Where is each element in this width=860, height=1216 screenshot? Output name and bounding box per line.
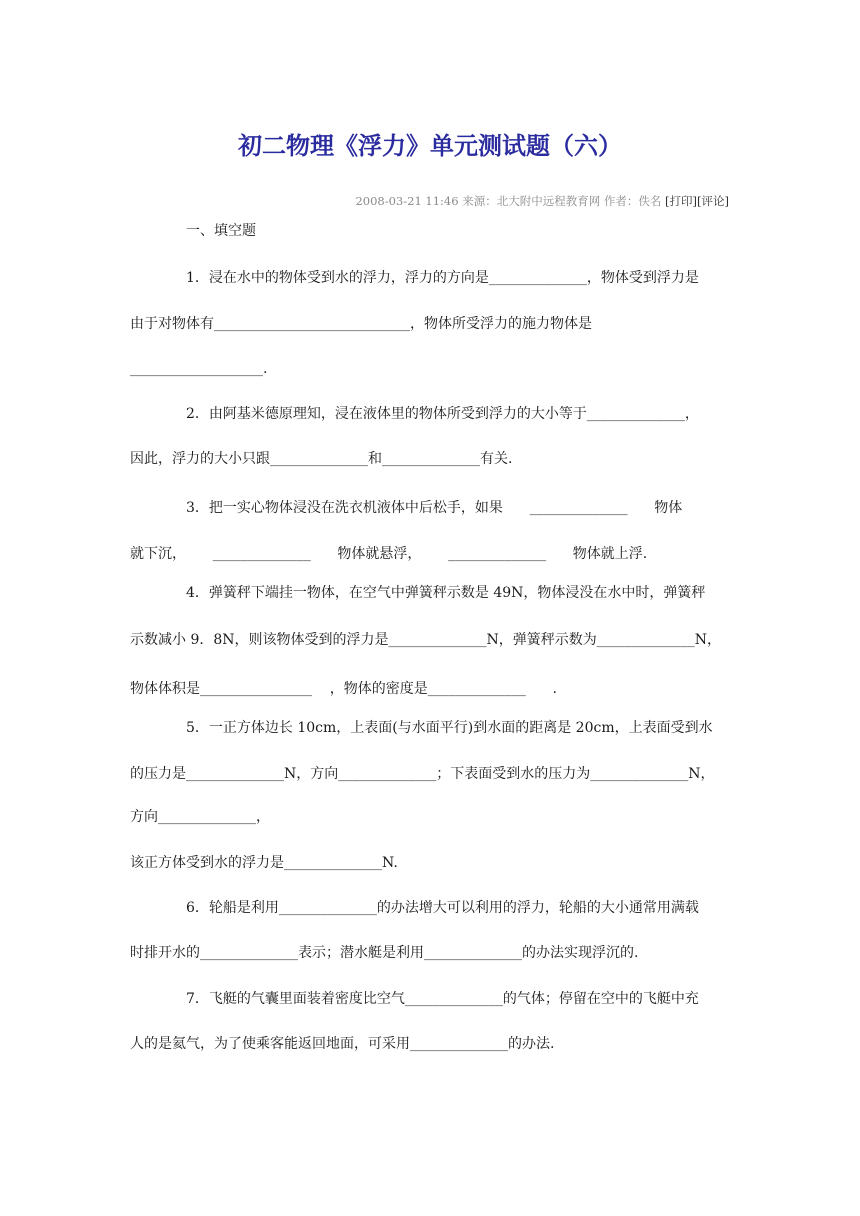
publish-datetime: 2008-03-21 11:46 [355, 194, 459, 208]
question-1-line-3: ___________________. [130, 361, 268, 377]
question-7-line-1: 7．飞艇的气囊里面装着密度比空气______________的气体；停留在空中的飞艇中充 [186, 991, 699, 1007]
question-3-line-1: 3．把一实心物体浸没在洗衣机液体中后松手，如果 ______________ 物体 [186, 500, 683, 516]
author-name: 佚名 [638, 194, 662, 208]
question-4-line-3: 物体体积是________________ ，物体的密度是______________ . [130, 681, 557, 697]
question-5-line-1: 5．一正方体边长 10cm，上表面(与水面平行)到水面的距离是 20cm，上表面受到水 [186, 720, 713, 736]
question-5-line-3: 方向______________， [130, 809, 270, 825]
source-label: 来源： [462, 194, 497, 208]
question-1-line-1: 1．浸在水中的物体受到水的浮力，浮力的方向是______________，物体受到浮力是 [186, 270, 699, 286]
question-4-line-1: 4．弹簧秤下端挂一物体，在空气中弹簧秤示数是 49N，物体浸没在水中时，弹簧秤 [186, 585, 706, 601]
question-2-line-2: 因此，浮力的大小只跟______________和______________有关. [130, 451, 513, 467]
source-name: 北大附中远程教育网 [496, 194, 601, 208]
question-5-line-2: 的压力是______________N，方向______________；下表面受到水的压力为______________N， [130, 766, 715, 782]
question-6-line-1: 6．轮船是利用______________的办法增大可以利用的浮力，轮船的大小通常用满载 [186, 900, 699, 916]
question-1-line-2: 由于对物体有____________________________，物体所受浮力的施力物体是 [130, 316, 592, 332]
print-link[interactable]: [打印] [665, 194, 698, 208]
question-3-line-2: 就下沉， ______________ 物体就悬浮， ______________ 物体就上浮. [130, 546, 648, 562]
question-7-line-2: 人的是氦气，为了使乘客能返回地面，可采用______________的办法. [130, 1036, 555, 1052]
question-5-line-4: 该正方体受到水的浮力是______________N. [130, 855, 398, 871]
comment-link[interactable]: [评论] [697, 194, 729, 208]
question-6-line-2: 时排开水的______________表示；潜水艇是利用______________的办法实现浮沉的. [130, 945, 639, 961]
question-2-line-1: 2．由阿基米德原理知，浸在液体里的物体所受到浮力的大小等于______________， [186, 406, 699, 422]
question-4-line-2: 示数减小 9．8N，则该物体受到的浮力是______________N，弹簧秤示数为______________N， [130, 632, 722, 648]
article-meta [355, 193, 729, 209]
page-title: 初二物理《浮力》单元测试题（六） [238, 132, 622, 160]
section-heading: 一、填空题 [186, 223, 256, 239]
author-label: 作者： [603, 194, 639, 208]
